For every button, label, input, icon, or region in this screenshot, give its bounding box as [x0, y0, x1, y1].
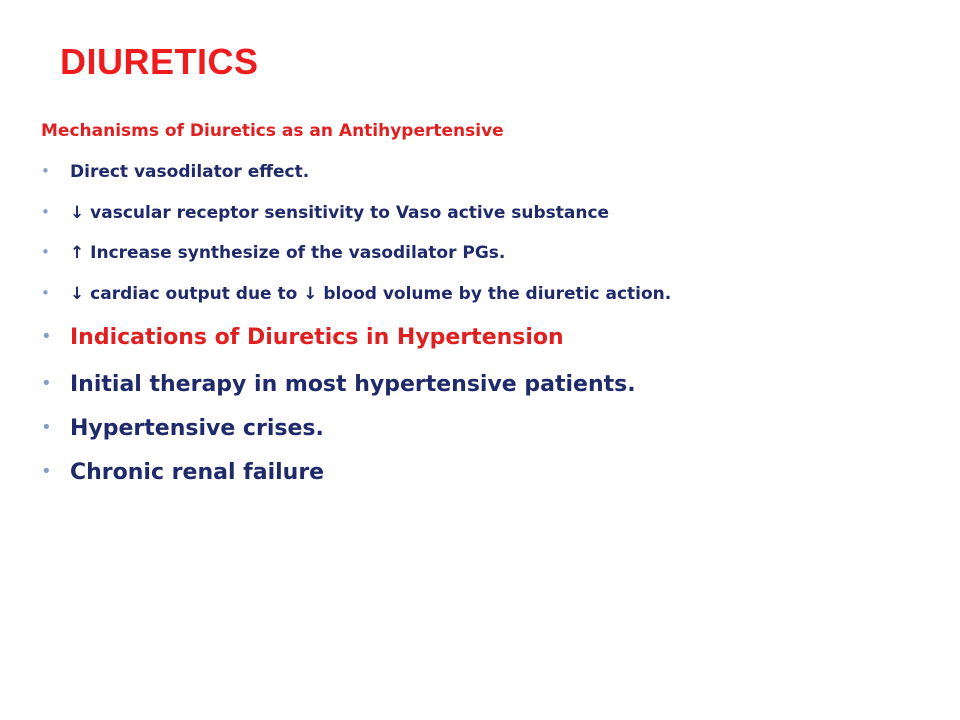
- indication-item: [41, 462, 324, 484]
- indication-text: Initial therapy in most hypertensive patients.: [70, 372, 636, 397]
- indication-item: [41, 374, 636, 396]
- indication-item: [41, 418, 324, 440]
- mechanism-item: [41, 164, 309, 181]
- bullet-icon: •: [41, 461, 52, 482]
- indications-heading: [41, 327, 564, 349]
- mechanism-text: ↓ vascular receptor sensitivity to Vaso active substance: [70, 203, 610, 223]
- indication-text: Hypertensive crises.: [70, 416, 324, 441]
- bullet-icon: •: [41, 417, 52, 438]
- indications-heading-text: Indications of Diuretics in Hypertension: [70, 325, 564, 350]
- bullet-icon: •: [41, 326, 52, 347]
- bullet-icon: •: [41, 162, 50, 180]
- mechanism-text: ↓ cardiac output due to ↓ blood volume by the diuretic action.: [70, 284, 672, 304]
- mechanism-text: ↑ Increase synthesize of the vasodilator PGs.: [70, 243, 506, 263]
- bullet-icon: •: [41, 203, 50, 221]
- mechanism-item: [41, 286, 671, 303]
- bullet-icon: •: [41, 243, 50, 261]
- slide-title: DIURETICS: [60, 41, 259, 82]
- mechanism-item: [41, 245, 505, 262]
- mechanism-item: [41, 205, 609, 222]
- bullet-icon: •: [41, 373, 52, 394]
- mechanism-text: Direct vasodilator effect.: [70, 162, 310, 182]
- indication-text: Chronic renal failure: [70, 460, 325, 485]
- bullet-icon: •: [41, 284, 50, 302]
- mechanisms-heading: Mechanisms of Diuretics as an Antihypertensive: [41, 121, 504, 141]
